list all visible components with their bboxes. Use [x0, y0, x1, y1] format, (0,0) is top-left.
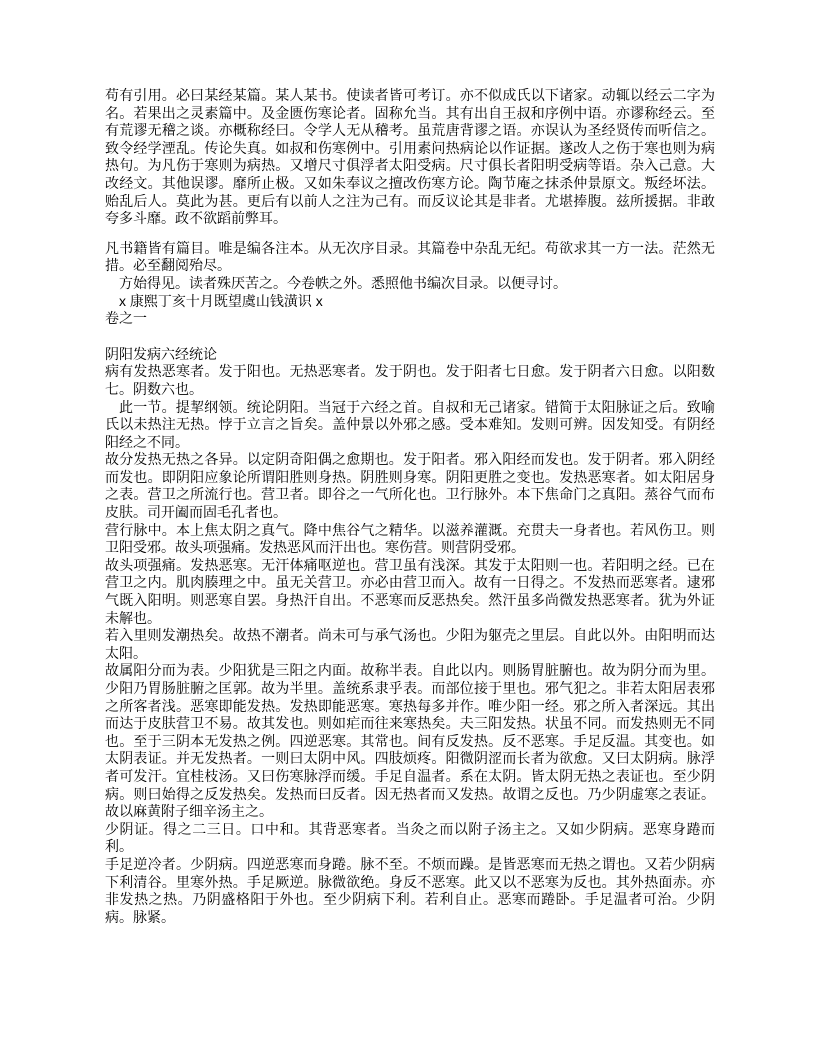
preface-citation-paragraph: 苟有引用。必曰某经某篇。某人某书。使读者皆可考订。亦不似成氏以下诸家。动辄以经云二字为名。若果出之灵素篇中。及金匮伤寒论者。固称允当。其有出自王叔和序例中语。亦谬称经云。至有荒谬无稽之谈。亦概称经曰。令学人无从稽考。虽荒唐背谬之语。亦误认为圣经贤传而听信之。致令经学湮乱。传论失真。如叔和伤寒例中。引用素问热病论以作证据。遂改人之伤于寒也则为病热句。为凡伤于寒则为病热。又增尺寸俱浮者太阳受病。尺寸俱长者阳明受病等语。杂入己意。大改经文。其他误谬。靡所止极。又如朱奉议之擅改伤寒方论。陶节庵之抹杀仲景原文。叛经坏法。贻乱后人。莫此为甚。更后有以前人之注为己有。而反议论其是非者。尤堪捧腹。兹所援据。非敢夸多斗靡。政不欲蹈前弊耳。 — [105, 87, 715, 227]
body-paragraph-9: 手足逆冷者。少阴病。四逆恶寒而身踡。脉不至。不烦而躁。是皆恶寒而无热之谓也。又若少阴病下利清谷。里寒外热。手足厥逆。脉微欲绝。身反不恶寒。此又以不恶寒为反也。其外热面赤。亦非发热之热。乃阴盛格阳于外也。至少阴病下利。若利自止。恶寒而踡卧。手足温者可治。少阴病。脉紧。 — [105, 855, 715, 925]
body-paragraph-1: 病有发热恶寒者。发于阳也。无热恶寒者。发于阴也。发于阳者七日愈。发于阴者六日愈。以阳数七。阴数六也。 — [105, 363, 715, 397]
body-paragraph-4: 营行脉中。本上焦太阴之真气。降中焦谷气之精华。以滋养灌溉。充贯夫一身者也。若风伤卫。则卫阳受邪。故头项强痛。发热恶风而汗出也。寒伤营。则营阴受邪。 — [105, 521, 715, 556]
colophon-line: x 康熙丁亥十月既望虞山钱潢识 x — [119, 292, 323, 309]
preface-index-paragraph: 凡书籍皆有篇目。唯是编各注本。从无次序目录。其篇卷中杂乱无纪。苟欲求其一方一法。茫然无措。必至翻阅殆尽。 — [105, 239, 715, 274]
body-paragraph-8: 少阴证。得之二三日。口中和。其背恶寒者。当灸之而以附子汤主之。又如少阴病。恶寒身踡而利。 — [105, 820, 715, 855]
preface-index-continued: 方始得见。读者殊厌苦之。今卷帙之外。悉照他书编次目录。以便寻讨。 — [119, 274, 567, 291]
body-paragraph-3: 故分发热无热之各异。以定阴奇阳偶之愈期也。发于阳者。邪入阳经而发也。发于阴者。邪入阴经而发也。即阴阳应象论所谓阳胜则身热。阴胜则身寒。阴阳更胜之变也。发热恶寒者。如太阳居身之表。营卫之所流行也。营卫者。即谷之一气所化也。卫行脉外。本下焦命门之真阳。蒸谷气而布皮肤。司开阖而固毛孔者也。 — [105, 451, 715, 521]
body-paragraph-7: 故属阳分而为表。少阳犹是三阳之内面。故称半表。自此以内。则肠胃脏腑也。故为阴分而为里。少阳乃胃肠脏腑之匡郭。故为半里。盖统系隶乎表。而部位接于里也。邪气犯之。非若太阳居表邪之所客者浅。恶寒即能发热。发热即能恶寒。寒热每多并作。唯少阳一经。邪之所入者深远。其出而达于皮肤营卫不易。故其发也。则如疟而往来寒热矣。夫三阳发热。状虽不同。而发热则无不同也。至于三阴本无发热之例。四逆恶寒。其常也。间有反发热。反不恶寒。手足反温。其变也。如太阴表证。并无发热者。一则曰太阴中风。四肢烦疼。阳微阴涩而长者为欲愈。又曰太阴病。脉浮者可发汗。宜桂枝汤。又曰伤寒脉浮而缓。手足自温者。系在太阴。皆太阴无热之表证也。至少阴病。则曰始得之反发热矣。发热而曰反者。因无热者而又发热。故谓之反也。乃少阴虚寒之表证。故以麻黄附子细辛汤主之。 — [105, 662, 715, 820]
body-paragraph-6: 若入里则发潮热矣。故热不潮者。尚未可与承气汤也。少阳为躯壳之里层。自此以外。由阳明而达太阳。 — [105, 627, 715, 661]
body-paragraph-2: 此一节。提挈纲领。统论阴阳。当冠于六经之首。自叔和无己诸家。错简于太阳脉证之后。致喻氏以未热注无热。悖于立言之旨矣。盖仲景以外邪之感。受本难知。发则可辨。因发知受。有阴经阳经之不同。 — [105, 398, 715, 450]
section-heading: 阴阳发病六经统论 — [105, 345, 217, 362]
body-paragraph-5: 故头项强痛。发热恶寒。无汗体痛呕逆也。营卫虽有浅深。其发于太阳则一也。若阳明之经。已在营卫之内。肌肉腠理之中。虽无关营卫。亦必由营卫而入。故有一日得之。不发热而恶寒者。逮邪气既入阳明。则恶寒自罢。身热汗自出。不恶寒而反恶热矣。然汗虽多尚微发热恶寒者。犹为外证未解也。 — [105, 556, 715, 626]
volume-label: 卷之一 — [105, 310, 147, 327]
